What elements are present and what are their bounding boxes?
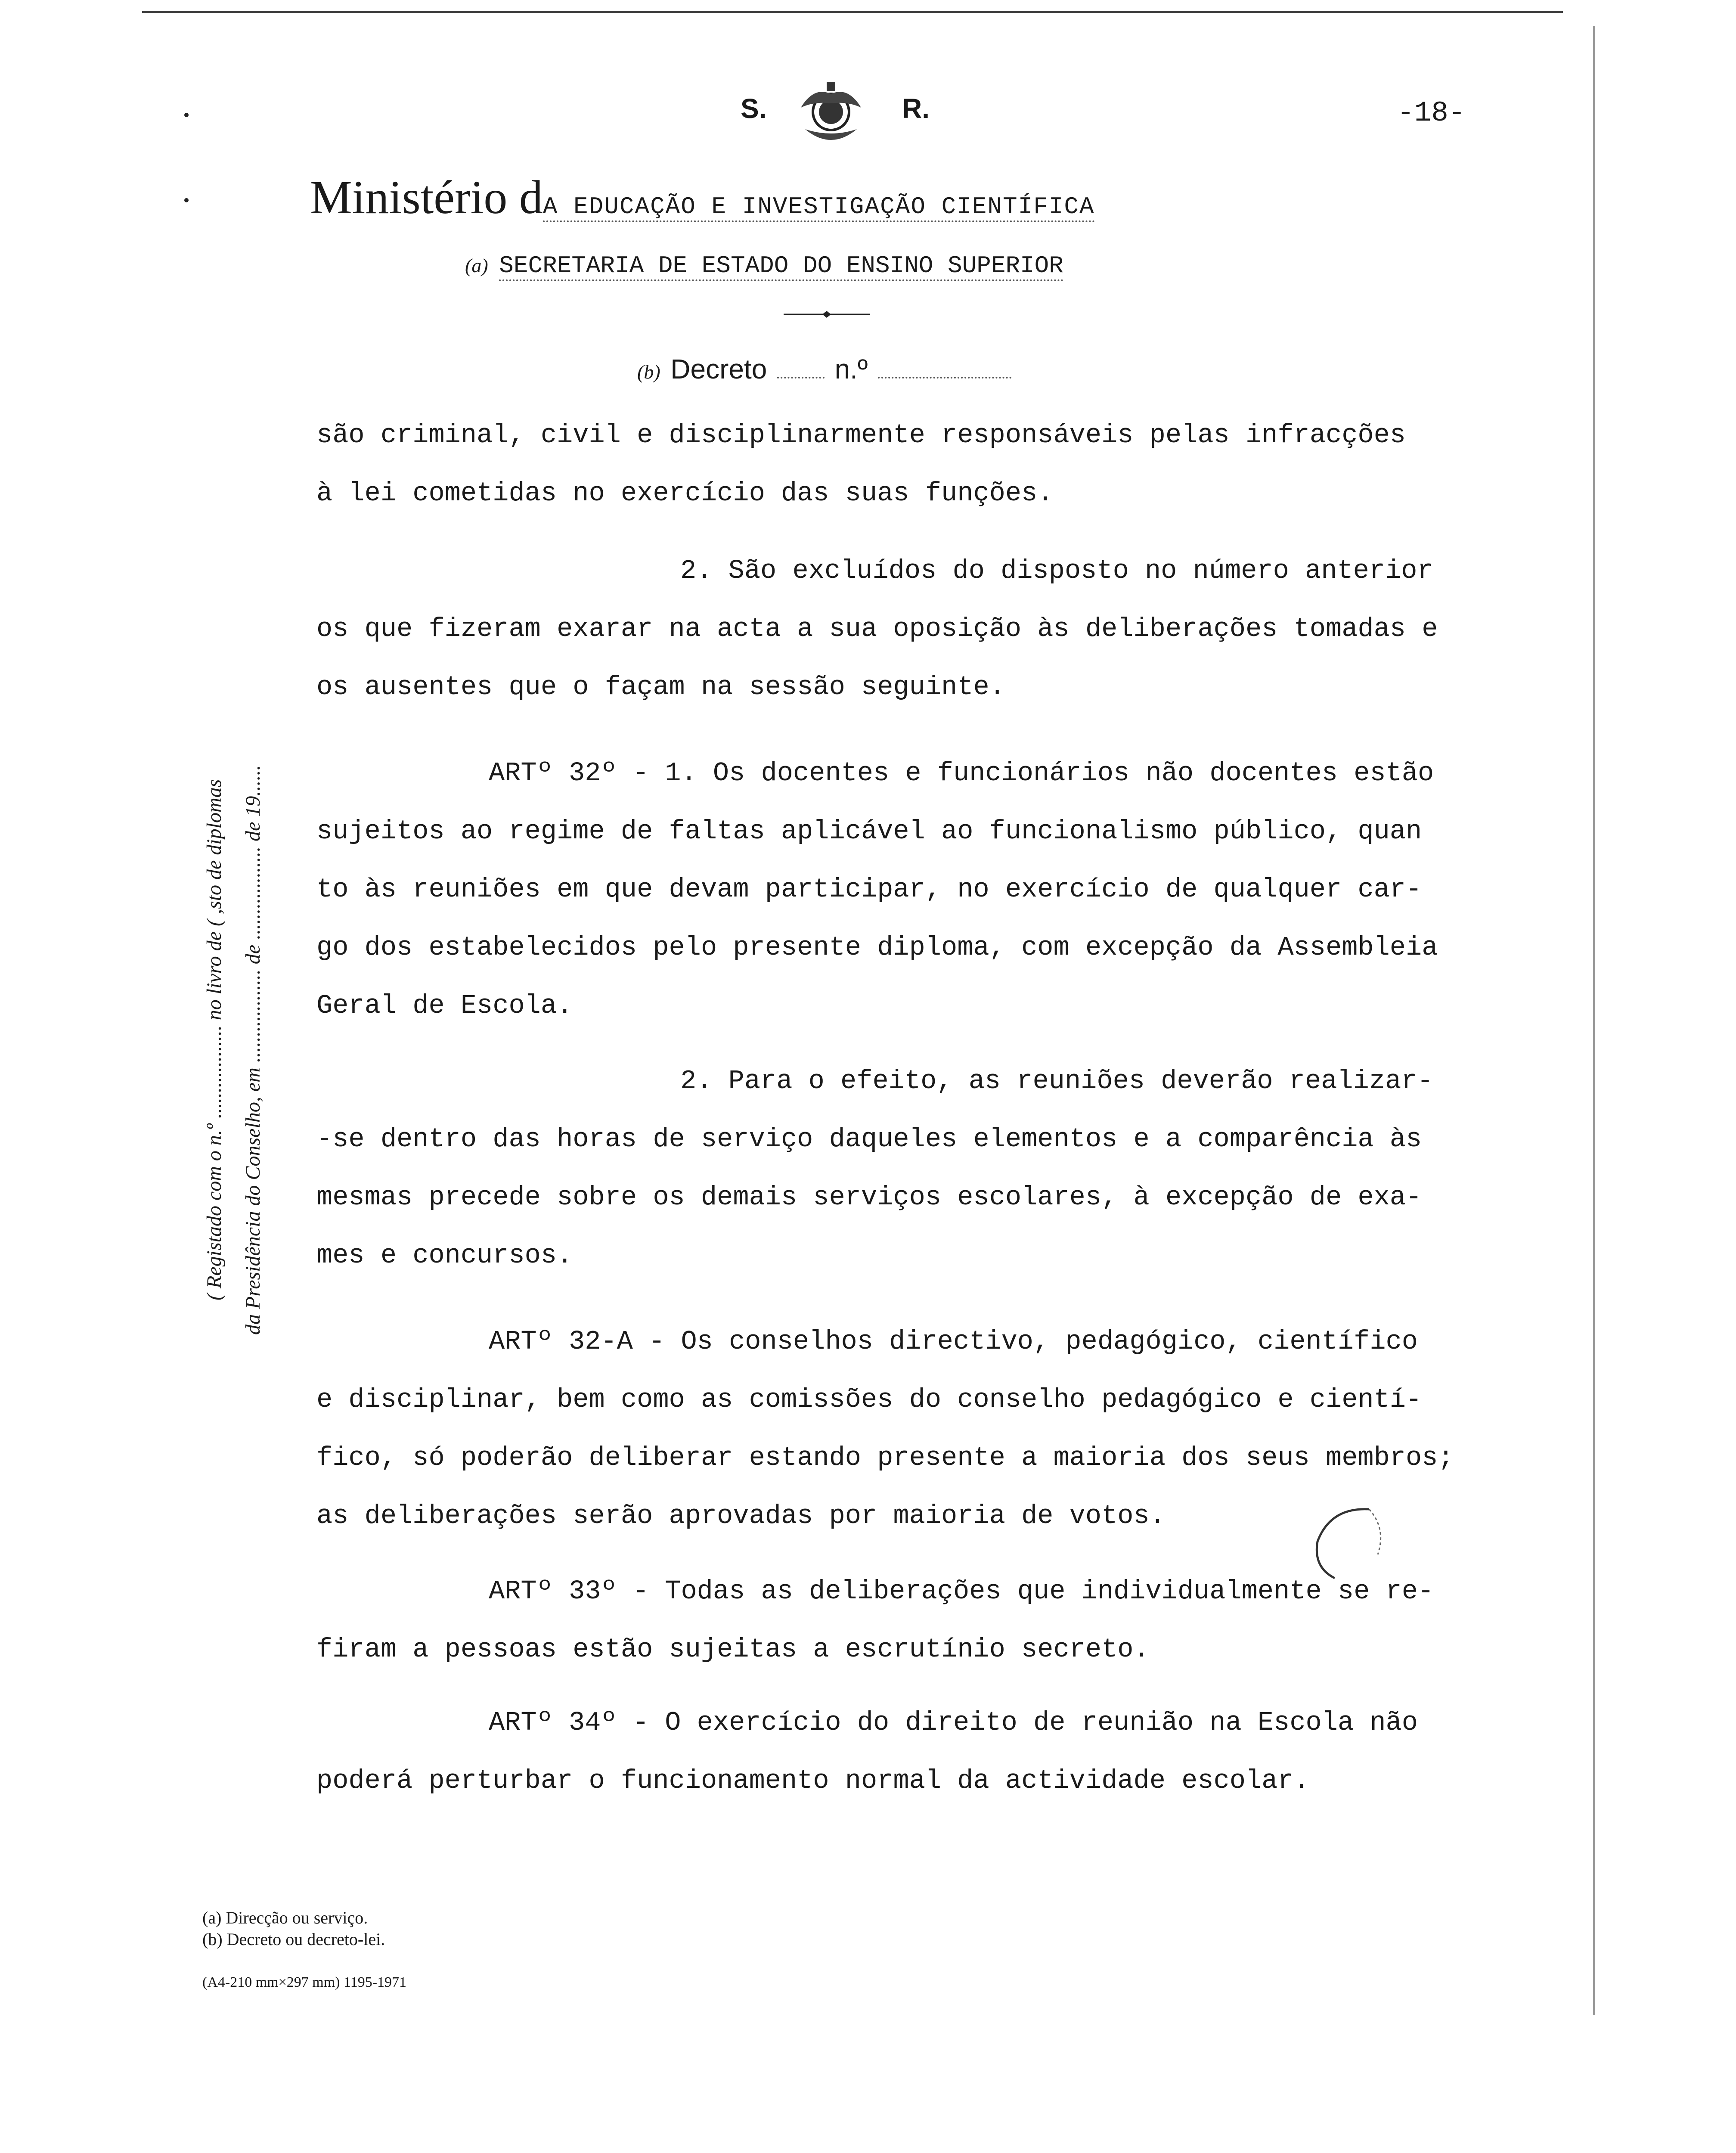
body-line: ARTº 32º - 1. Os docentes e funcionários não docentes estão bbox=[489, 758, 1434, 788]
ministry-prefix: Ministério d bbox=[310, 171, 543, 223]
footnote-a: (a) Direcção ou serviço. bbox=[202, 1908, 368, 1927]
body-line: ARTº 32-A - Os conselhos directivo, pedagógico, científico bbox=[489, 1326, 1418, 1357]
decree-number-blank bbox=[878, 360, 1011, 378]
decree-line bbox=[637, 353, 1011, 385]
body-line: ARTº 34º - O exercício do direito de reunião na Escola não bbox=[489, 1707, 1418, 1738]
form-reference: (A4-210 mm×297 mm) 1195-1971 bbox=[202, 1974, 407, 1990]
body-line: go dos estabelecidos pelo presente diploma, com excepção da Assembleia bbox=[316, 932, 1438, 963]
top-border-line bbox=[142, 11, 1563, 13]
decree-blank bbox=[777, 360, 825, 378]
margin-presidency-text: da Presidência do Conselho, em .................. de .................. de 19...... bbox=[242, 765, 264, 1335]
body-line: são criminal, civil e disciplinarmente responsáveis pelas infracções bbox=[316, 420, 1406, 450]
secretariat-line bbox=[465, 252, 1063, 281]
decree-number-label: n.º bbox=[834, 354, 868, 385]
decree-marker: (b) bbox=[637, 361, 660, 383]
page-number: -18- bbox=[1397, 97, 1466, 129]
margin-dot bbox=[184, 113, 189, 117]
body-line: fico, só poderão deliberar estando presente a maioria dos seus membros; bbox=[316, 1443, 1454, 1473]
body-line: sujeitos ao regime de faltas aplicável ao funcionalismo público, quan bbox=[316, 816, 1422, 847]
body-line: à lei cometidas no exercício das suas funções. bbox=[316, 478, 1054, 509]
body-line: mes e concursos. bbox=[316, 1240, 573, 1271]
header-letter-s: S. bbox=[741, 93, 767, 124]
body-line: 2. São excluídos do disposto no número anterior bbox=[680, 555, 1433, 586]
body-line: as deliberações serão aprovadas por maioria de votos. bbox=[316, 1501, 1166, 1531]
handwritten-circle-mark bbox=[1305, 1503, 1391, 1585]
footnote-b: (b) Decreto ou decreto-lei. bbox=[202, 1930, 385, 1949]
body-line: Geral de Escola. bbox=[316, 990, 573, 1021]
divider-ornament bbox=[784, 310, 870, 319]
margin-dot bbox=[184, 198, 189, 202]
ministry-title bbox=[310, 170, 1095, 225]
coat-of-arms-emblem bbox=[792, 78, 870, 151]
secretariat-marker: (a) bbox=[465, 254, 488, 276]
body-line: os que fizeram exarar na acta a sua oposição às deliberações tomadas e bbox=[316, 614, 1438, 644]
body-line: os ausentes que o façam na sessão seguinte. bbox=[316, 672, 1005, 702]
body-line: -se dentro das horas de serviço daqueles elementos e a comparência às bbox=[316, 1124, 1422, 1154]
body-line: mesmas precede sobre os demais serviços escolares, à excepção de exa- bbox=[316, 1182, 1422, 1213]
decree-label: Decreto bbox=[670, 354, 767, 385]
body-line: ARTº 33º - Todas as deliberações que individualmente se re- bbox=[489, 1576, 1434, 1607]
body-line: poderá perturbar o funcionamento normal da actividade escolar. bbox=[316, 1765, 1310, 1796]
body-line: e disciplinar, bem como as comissões do conselho pedagógico e cientí- bbox=[316, 1384, 1422, 1415]
right-border-line bbox=[1593, 26, 1595, 2015]
margin-registration-text: ( Registado com o n.º .................. no livro de ( ,sto de diplomas bbox=[203, 779, 226, 1300]
secretariat-name: SECRETARIA DE ESTADO DO ENSINO SUPERIOR bbox=[499, 252, 1063, 281]
header-letter-r: R. bbox=[902, 93, 930, 124]
ministry-department: A EDUCAÇÃO E INVESTIGAÇÃO CIENTÍFICA bbox=[543, 193, 1095, 222]
body-line: to às reuniões em que devam participar, no exercício de qualquer car- bbox=[316, 874, 1422, 905]
body-line: firam a pessoas estão sujeitas a escrutínio secreto. bbox=[316, 1634, 1150, 1665]
body-line: 2. Para o efeito, as reuniões deverão realizar- bbox=[680, 1066, 1433, 1096]
